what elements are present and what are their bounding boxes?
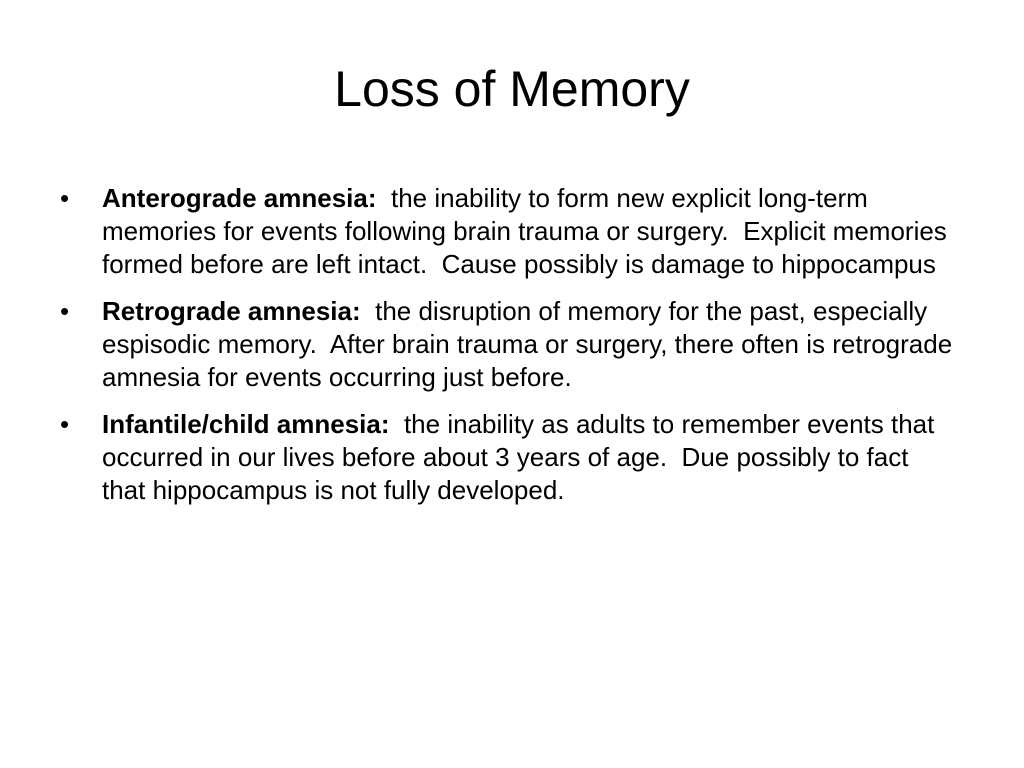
bullet-term: Infantile/child amnesia: xyxy=(102,409,390,439)
bullet-dot-icon: • xyxy=(60,183,70,213)
bullet-text: the inability as adults to remember events that occurred in our lives before about 3 years of age. Due possibly to fact that hippocampus is not fully developed. xyxy=(102,409,942,505)
bullet-term: Retrograde amnesia: xyxy=(102,296,361,326)
bullet-item-retrograde xyxy=(58,295,958,394)
slide-title: Loss of Memory xyxy=(334,61,690,117)
bullet-dot-icon: • xyxy=(60,296,70,326)
bullet-dot-icon: • xyxy=(60,409,70,439)
bullet-item-anterograde xyxy=(58,182,958,281)
bullet-list xyxy=(58,182,958,521)
bullet-item-infantile xyxy=(58,408,958,507)
bullet-text: the inability to form new explicit long-term memories for events following brain trauma or surgery. Explicit memories formed before are left intact. Cause possibly is damage to hippocampus xyxy=(102,183,955,279)
bullet-text: the disruption of memory for the past, especially espisodic memory. After brain trauma or surgery, there often is retrograde amnesia for events occurring just before. xyxy=(102,296,960,392)
bullet-term: Anterograde amnesia: xyxy=(102,183,377,213)
